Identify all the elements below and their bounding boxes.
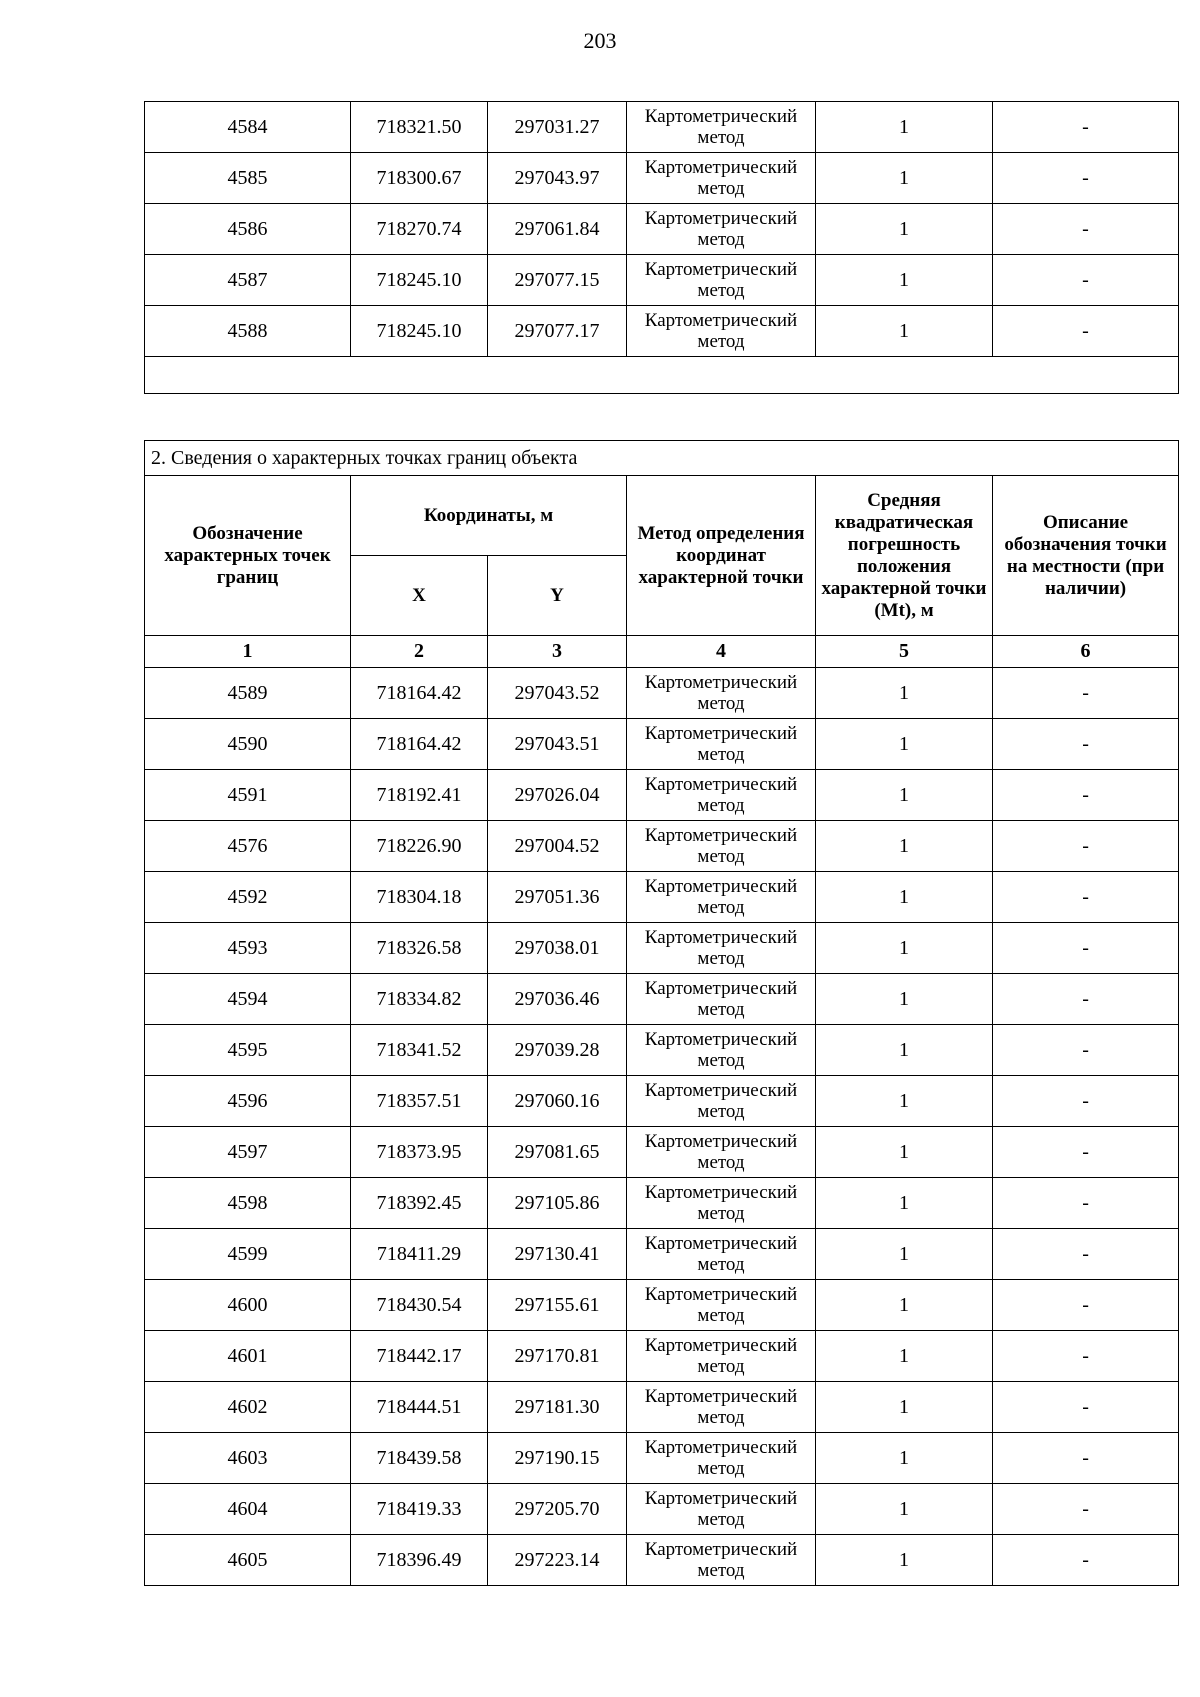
point-id-cell: 4590: [145, 719, 351, 770]
header-coordinates: Координаты, м: [351, 476, 627, 556]
method-cell: Картометрический метод: [627, 974, 816, 1025]
method-cell: Картометрический метод: [627, 1127, 816, 1178]
description-cell: -: [993, 1178, 1179, 1229]
point-id-cell: 4604: [145, 1484, 351, 1535]
x-coordinate-cell: 718226.90: [351, 821, 488, 872]
column-number: 5: [816, 636, 993, 668]
table-row: [145, 770, 1179, 821]
x-coordinate-cell: 718270.74: [351, 204, 488, 255]
description-cell: -: [993, 306, 1179, 357]
description-cell: -: [993, 1280, 1179, 1331]
description-cell: -: [993, 153, 1179, 204]
method-cell: Картометрический метод: [627, 1229, 816, 1280]
x-coordinate-cell: 718411.29: [351, 1229, 488, 1280]
x-coordinate-cell: 718300.67: [351, 153, 488, 204]
error-cell: 1: [816, 1178, 993, 1229]
table-row: [145, 204, 1179, 255]
point-id-cell: 4599: [145, 1229, 351, 1280]
x-coordinate-cell: 718419.33: [351, 1484, 488, 1535]
column-number: 2: [351, 636, 488, 668]
y-coordinate-cell: 297060.16: [488, 1076, 627, 1127]
y-coordinate-cell: 297051.36: [488, 872, 627, 923]
point-id-cell: 4584: [145, 102, 351, 153]
method-cell: Картометрический метод: [627, 1280, 816, 1331]
x-coordinate-cell: 718334.82: [351, 974, 488, 1025]
error-cell: 1: [816, 102, 993, 153]
error-cell: 1: [816, 770, 993, 821]
description-cell: -: [993, 1484, 1179, 1535]
method-cell: Картометрический метод: [627, 102, 816, 153]
error-cell: 1: [816, 719, 993, 770]
table-continuation: [144, 101, 1179, 394]
point-id-cell: 4602: [145, 1382, 351, 1433]
x-coordinate-cell: 718164.42: [351, 668, 488, 719]
method-cell: Картометрический метод: [627, 719, 816, 770]
header-method: Метод определения координат характерной точки: [627, 476, 816, 636]
y-coordinate-cell: 297031.27: [488, 102, 627, 153]
table-row: [145, 255, 1179, 306]
table-row: [145, 872, 1179, 923]
error-cell: 1: [816, 306, 993, 357]
header-error: Средняя квадратическая погрешность положения характерной точки (Mt), м: [816, 476, 993, 636]
description-cell: -: [993, 668, 1179, 719]
x-coordinate-cell: 718392.45: [351, 1178, 488, 1229]
point-id-cell: 4586: [145, 204, 351, 255]
error-cell: 1: [816, 1229, 993, 1280]
error-cell: 1: [816, 872, 993, 923]
description-cell: -: [993, 974, 1179, 1025]
error-cell: 1: [816, 1127, 993, 1178]
point-id-cell: 4587: [145, 255, 351, 306]
point-id-cell: 4598: [145, 1178, 351, 1229]
y-coordinate-cell: 297043.52: [488, 668, 627, 719]
y-coordinate-cell: 297061.84: [488, 204, 627, 255]
point-id-cell: 4605: [145, 1535, 351, 1586]
table-row: [145, 1331, 1179, 1382]
table-row: [145, 1127, 1179, 1178]
table-row: [145, 1280, 1179, 1331]
y-coordinate-cell: 297190.15: [488, 1433, 627, 1484]
table-row: [145, 1229, 1179, 1280]
description-cell: -: [993, 872, 1179, 923]
boundary-points-body: [145, 668, 1179, 1586]
error-cell: 1: [816, 821, 993, 872]
table-row: [145, 668, 1179, 719]
description-cell: -: [993, 102, 1179, 153]
y-coordinate-cell: 297170.81: [488, 1331, 627, 1382]
x-coordinate-cell: 718245.10: [351, 306, 488, 357]
method-cell: Картометрический метод: [627, 1535, 816, 1586]
error-cell: 1: [816, 1535, 993, 1586]
error-cell: 1: [816, 923, 993, 974]
boundary-points-table: [144, 440, 1179, 1586]
description-cell: -: [993, 1535, 1179, 1586]
point-id-cell: 4593: [145, 923, 351, 974]
point-id-cell: 4597: [145, 1127, 351, 1178]
x-coordinate-cell: 718442.17: [351, 1331, 488, 1382]
x-coordinate-cell: 718326.58: [351, 923, 488, 974]
description-cell: -: [993, 1076, 1179, 1127]
error-cell: 1: [816, 1076, 993, 1127]
y-coordinate-cell: 297038.01: [488, 923, 627, 974]
table-row: [145, 1076, 1179, 1127]
page-number: 203: [583, 28, 617, 53]
description-cell: -: [993, 204, 1179, 255]
method-cell: Картометрический метод: [627, 1025, 816, 1076]
method-cell: Картометрический метод: [627, 1484, 816, 1535]
column-number: 3: [488, 636, 627, 668]
table-row: [145, 1025, 1179, 1076]
x-coordinate-cell: 718245.10: [351, 255, 488, 306]
table-row: [145, 1178, 1179, 1229]
y-coordinate-cell: 297105.86: [488, 1178, 627, 1229]
table-row: [145, 153, 1179, 204]
header-y: Y: [488, 556, 627, 636]
y-coordinate-cell: 297181.30: [488, 1382, 627, 1433]
header-x: X: [351, 556, 488, 636]
method-cell: Картометрический метод: [627, 1331, 816, 1382]
table-row: [145, 719, 1179, 770]
table-row: [145, 1484, 1179, 1535]
y-coordinate-cell: 297026.04: [488, 770, 627, 821]
method-cell: Картометрический метод: [627, 1178, 816, 1229]
point-id-cell: 4576: [145, 821, 351, 872]
error-cell: 1: [816, 255, 993, 306]
point-id-cell: 4601: [145, 1331, 351, 1382]
method-cell: Картометрический метод: [627, 872, 816, 923]
empty-cell: [145, 357, 1179, 394]
method-cell: Картометрический метод: [627, 255, 816, 306]
table-row: [145, 1535, 1179, 1586]
x-coordinate-cell: 718164.42: [351, 719, 488, 770]
point-id-cell: 4589: [145, 668, 351, 719]
y-coordinate-cell: 297039.28: [488, 1025, 627, 1076]
x-coordinate-cell: 718396.49: [351, 1535, 488, 1586]
method-cell: Картометрический метод: [627, 923, 816, 974]
x-coordinate-cell: 718192.41: [351, 770, 488, 821]
y-coordinate-cell: 297043.97: [488, 153, 627, 204]
column-number: 1: [145, 636, 351, 668]
table-caption: 2. Сведения о характерных точках границ объекта: [145, 441, 1179, 476]
table-row: [145, 306, 1179, 357]
description-cell: -: [993, 719, 1179, 770]
point-id-cell: 4600: [145, 1280, 351, 1331]
error-cell: 1: [816, 1484, 993, 1535]
y-coordinate-cell: 297036.46: [488, 974, 627, 1025]
point-id-cell: 4588: [145, 306, 351, 357]
description-cell: -: [993, 770, 1179, 821]
description-cell: -: [993, 1433, 1179, 1484]
y-coordinate-cell: 297081.65: [488, 1127, 627, 1178]
method-cell: Картометрический метод: [627, 153, 816, 204]
header-designation: Обозначение характерных точек границ: [145, 476, 351, 636]
point-id-cell: 4591: [145, 770, 351, 821]
column-number: 4: [627, 636, 816, 668]
x-coordinate-cell: 718304.18: [351, 872, 488, 923]
table-row: [145, 821, 1179, 872]
description-cell: -: [993, 1229, 1179, 1280]
y-coordinate-cell: 297077.15: [488, 255, 627, 306]
x-coordinate-cell: 718341.52: [351, 1025, 488, 1076]
point-id-cell: 4596: [145, 1076, 351, 1127]
description-cell: -: [993, 923, 1179, 974]
point-id-cell: 4595: [145, 1025, 351, 1076]
error-cell: 1: [816, 153, 993, 204]
description-cell: -: [993, 1331, 1179, 1382]
method-cell: Картометрический метод: [627, 1382, 816, 1433]
y-coordinate-cell: 297077.17: [488, 306, 627, 357]
table-row: [145, 102, 1179, 153]
description-cell: -: [993, 255, 1179, 306]
error-cell: 1: [816, 1382, 993, 1433]
x-coordinate-cell: 718373.95: [351, 1127, 488, 1178]
y-coordinate-cell: 297223.14: [488, 1535, 627, 1586]
error-cell: 1: [816, 1280, 993, 1331]
table-row: [145, 923, 1179, 974]
method-cell: Картометрический метод: [627, 306, 816, 357]
point-id-cell: 4585: [145, 153, 351, 204]
method-cell: Картометрический метод: [627, 1076, 816, 1127]
description-cell: -: [993, 1382, 1179, 1433]
error-cell: 1: [816, 1331, 993, 1382]
error-cell: 1: [816, 1025, 993, 1076]
description-cell: -: [993, 1127, 1179, 1178]
x-coordinate-cell: 718321.50: [351, 102, 488, 153]
description-cell: -: [993, 1025, 1179, 1076]
table-continuation-body: [145, 102, 1179, 357]
point-id-cell: 4603: [145, 1433, 351, 1484]
y-coordinate-cell: 297043.51: [488, 719, 627, 770]
point-id-cell: 4594: [145, 974, 351, 1025]
y-coordinate-cell: 297155.61: [488, 1280, 627, 1331]
x-coordinate-cell: 718444.51: [351, 1382, 488, 1433]
error-cell: 1: [816, 204, 993, 255]
column-number: 6: [993, 636, 1179, 668]
header-description: Описание обозначения точки на местности (при наличии): [993, 476, 1179, 636]
method-cell: Картометрический метод: [627, 1433, 816, 1484]
method-cell: Картометрический метод: [627, 204, 816, 255]
y-coordinate-cell: 297130.41: [488, 1229, 627, 1280]
error-cell: 1: [816, 974, 993, 1025]
y-coordinate-cell: 297004.52: [488, 821, 627, 872]
description-cell: -: [993, 821, 1179, 872]
x-coordinate-cell: 718357.51: [351, 1076, 488, 1127]
table-row: [145, 974, 1179, 1025]
empty-row: [145, 357, 1179, 394]
point-id-cell: 4592: [145, 872, 351, 923]
x-coordinate-cell: 718439.58: [351, 1433, 488, 1484]
error-cell: 1: [816, 668, 993, 719]
method-cell: Картометрический метод: [627, 668, 816, 719]
method-cell: Картометрический метод: [627, 821, 816, 872]
y-coordinate-cell: 297205.70: [488, 1484, 627, 1535]
x-coordinate-cell: 718430.54: [351, 1280, 488, 1331]
table-row: [145, 1433, 1179, 1484]
table-row: [145, 1382, 1179, 1433]
error-cell: 1: [816, 1433, 993, 1484]
method-cell: Картометрический метод: [627, 770, 816, 821]
